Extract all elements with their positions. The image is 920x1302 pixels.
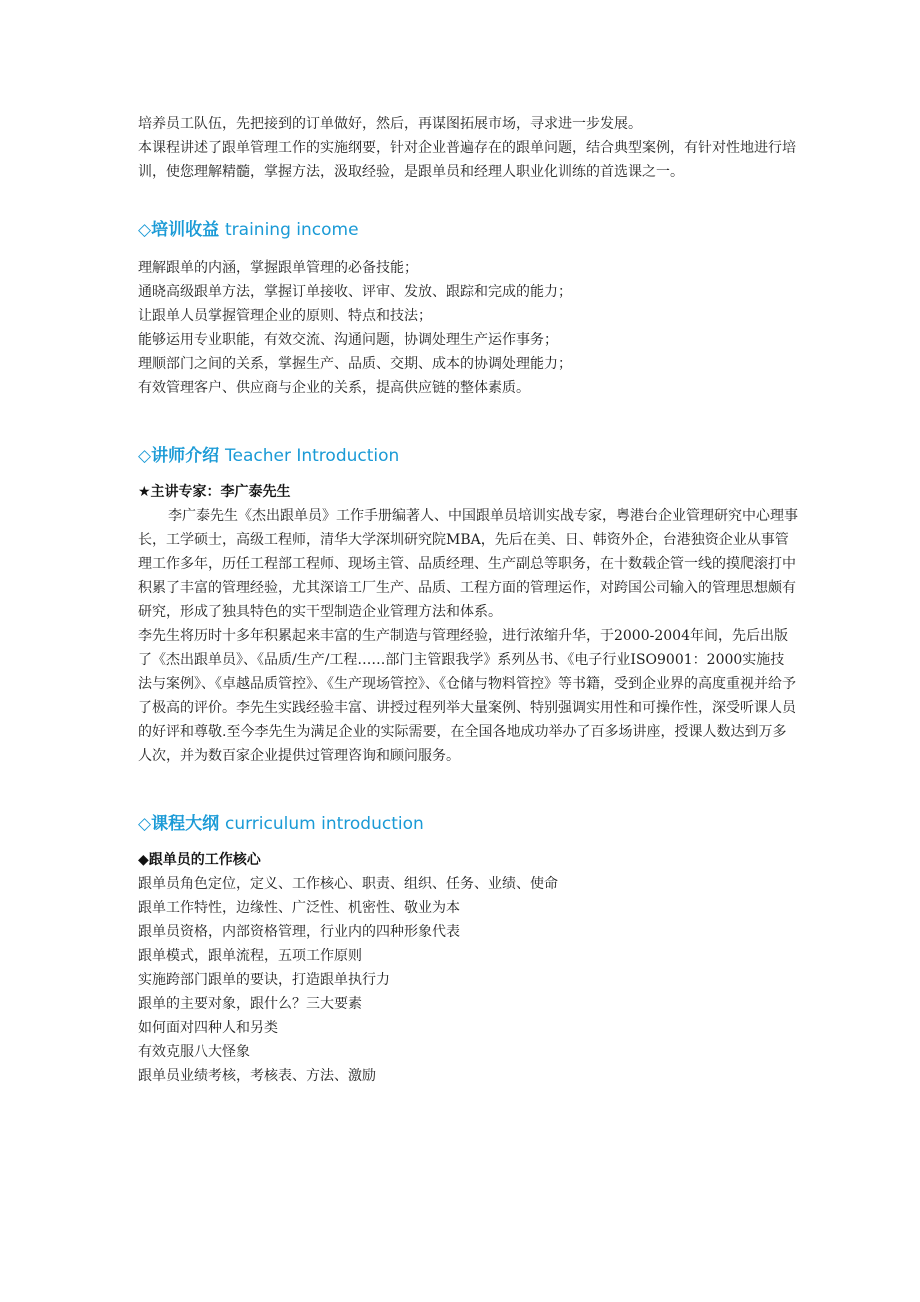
benefit-item: 理顺部门之间的关系，掌握生产、品质、交期、成本的协调处理能力；: [138, 356, 572, 372]
teacher-bio-paragraph-1: 李广泰先生《杰出跟单员》工作手册编著人、中国跟单员培训实战专家，粤港台企业管理研究中心理事长，工学硕士，高级工程师，清华大学深圳研究院MBA，先后在美、日、韩资外企，台港独资企业从事管理工作多年，历任工程部工程师、现场主管、品质经理、生产副总等职务，在十数载企管一线的摸爬滚打中积累了丰富的管理经验，尤其深谙工厂生产、品质、工程方面的管理运作，对跨国公司输入的管理思想颇有研究，形成了独具特色的实干型制造企业管理方法和体系。: [138, 508, 798, 620]
benefit-item: 能够运用专业职能，有效交流、沟通问题，协调处理生产运作事务；: [138, 332, 558, 348]
curriculum-heading-en: curriculum introduction: [225, 814, 424, 834]
curriculum-section: [138, 812, 798, 1088]
teacher-bio-paragraph-2: 李先生将历时十多年积累起来丰富的生产制造与管理经验，进行浓缩升华，于2000-2004年间，先后出版了《杰出跟单员》、《品质/生产/工程……部门主管跟我学》系列丛书、《电子行业ISO9001：2000实施技法与案例》、《卓越品质管控》、《生产现场管控》、《仓储与物料管控》等书籍，受到企业界的高度重视并给予了极高的评价。李先生实践经验丰富、讲授过程列举大量案例、特别强调实用性和可操作性，深受听课人员的好评和尊敬.至今李先生为满足企业的实际需要，在全国各地成功举办了百多场讲座，授课人数达到万多人次，并为数百家企业提供过管理咨询和顾问服务。: [138, 628, 796, 764]
intro-section: [138, 112, 798, 184]
document-page: [138, 112, 798, 1088]
curriculum-item: 跟单员业绩考核，考核表、方法、激励: [138, 1068, 376, 1084]
benefits-section: [138, 218, 798, 400]
benefits-heading-cn: ◇培训收益: [138, 220, 220, 240]
teacher-heading: [138, 444, 798, 468]
intro-paragraph-1: 培养员工队伍，先把接到的订单做好，然后，再谋图拓展市场，寻求进一步发展。: [138, 116, 642, 132]
benefits-heading: [138, 218, 798, 242]
module-title: ◆跟单员的工作核心: [138, 852, 261, 868]
curriculum-item: 跟单模式，跟单流程，五项工作原则: [138, 948, 362, 964]
curriculum-item: 跟单员资格，内部资格管理，行业内的四种形象代表: [138, 924, 460, 940]
teacher-heading-en: Teacher Introduction: [225, 446, 400, 466]
curriculum-heading: [138, 812, 798, 836]
curriculum-item: 跟单员角色定位，定义、工作核心、职责、组织、任务、业绩、使命: [138, 876, 558, 892]
teacher-section: [138, 444, 798, 768]
expert-label: ★主讲专家：李广泰先生: [138, 484, 291, 500]
curriculum-item: 如何面对四种人和另类: [138, 1020, 278, 1036]
benefit-item: 理解跟单的内涵，掌握跟单管理的必备技能；: [138, 260, 418, 276]
curriculum-item: 跟单工作特性，边缘性、广泛性、机密性、敬业为本: [138, 900, 460, 916]
curriculum-item: 实施跨部门跟单的要诀，打造跟单执行力: [138, 972, 390, 988]
benefits-heading-en: training income: [225, 220, 359, 240]
benefit-item: 通晓高级跟单方法，掌握订单接收、评审、发放、跟踪和完成的能力；: [138, 284, 572, 300]
curriculum-item: 跟单的主要对象，跟什么？三大要素: [138, 996, 362, 1012]
curriculum-heading-cn: ◇课程大纲: [138, 814, 220, 834]
benefit-item: 有效管理客户、供应商与企业的关系，提高供应链的整体素质。: [138, 380, 530, 396]
teacher-heading-cn: ◇讲师介绍: [138, 446, 220, 466]
curriculum-item: 有效克服八大怪象: [138, 1044, 250, 1060]
benefit-item: 让跟单人员掌握管理企业的原则、特点和技法；: [138, 308, 432, 324]
intro-paragraph-2: 本课程讲述了跟单管理工作的实施纲要，针对企业普遍存在的跟单问题，结合典型案例，有针对性地进行培训，使您理解精髓，掌握方法，汲取经验，是跟单员和经理人职业化训练的首选课之一。: [138, 140, 796, 180]
